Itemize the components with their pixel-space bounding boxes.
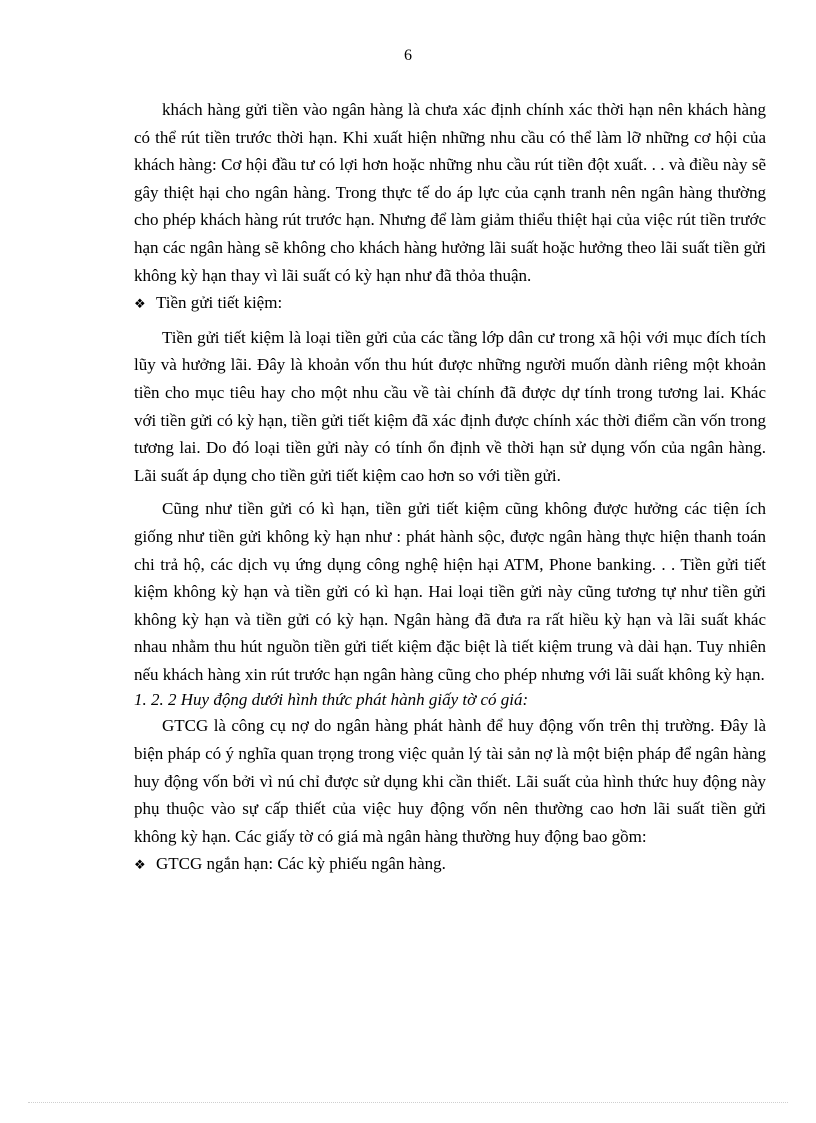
paragraph-savings-term: Cũng như tiền gửi có kì hạn, tiền gửi tiết kiệm cũng không được hưởng các tiện ích giống như tiền gửi không kỳ hạn như : phát hành sộc, được ngân hàng thực hiện thanh toán chi trả hộ, các dịch vụ ứng dụng công nghệ hiện hại ATM, Phone banking. . . Tiền gửi tiết kiệm không kỳ hạn và tiền gửi có kì hạn. Hai loại tiền gửi này cũng tương tự như tiền gửi không kỳ hạn và tiền gửi có kỳ hạn. Ngân hàng đã đưa ra rất hiều kỳ hạn và lãi suất khác nhau nhằm thu hút nguồn tiền gửi tiết kiệm đặc biệt là tiết kiệm trung và dài hạn. Tuy nhiên nếu khách hàng xin rút trước hạn ngân hàng cũng cho phép nhưng với lãi suất không kỳ hạn.: [134, 499, 766, 684]
document-body: [134, 96, 766, 879]
section-heading-1-2-2: 1. 2. 2 Huy động dưới hình thức phát hành giấy tờ có giá:: [134, 690, 529, 710]
bullet-short-term-gtcg: [134, 850, 766, 879]
bullet-savings-deposit-label: Tiền gửi tiết kiệm:: [156, 293, 283, 313]
page-number: 6: [404, 47, 412, 64]
bullet-short-term-gtcg-label: GTCG ngắn hạn: Các kỳ phiếu ngân hàng.: [156, 854, 446, 874]
four-petal-diamond-icon: ❖: [134, 296, 146, 312]
paragraph-term-deposit-withdrawal: khách hàng gửi tiền vào ngân hàng là chưa xác định chính xác thời hạn nên khách hàng có thể rút tiền trước thời hạn. Khi xuất hiện những nhu cầu có thể làm lỡ những cơ hội của khách hàng: Cơ hội đầu tư có lợi hơn hoặc những nhu cầu rút tiền đột xuất. . . và điều này sẽ gây thiệt hại cho ngân hàng. Trong thực tế do áp lực của cạnh tranh nên ngân hàng thường cho phép khách hàng rút trước hạn. Nhưng để làm giảm thiểu thiệt hại của việc rút tiền trước hạn các ngân hàng sẽ không cho khách hàng hưởng lãi suất hoặc hưởng theo lãi suất tiền gửi không kỳ hạn thay vì lãi suất có kỳ hạn như đã thỏa thuận.: [134, 100, 766, 285]
bullet-savings-deposit: [134, 289, 766, 318]
footer-divider: [28, 1102, 788, 1103]
paragraph-gtcg: GTCG là công cụ nợ do ngân hàng phát hành để huy động vốn trên thị trường. Đây là biện pháp có ý nghĩa quan trọng trong việc quản lý tài sản nợ là một biện pháp để ngân hàng huy động vốn bởi vì nú chỉ được sử dụng khi cần thiết. Lãi suất của hình thức huy động này phụ thuộc vào sự cấp thiết của việc huy động vốn nên thường cao hơn lãi suất tiền gửi không kỳ hạn. Các giấy tờ có giá mà ngân hàng thường huy động bao gồm:: [134, 716, 766, 846]
four-petal-diamond-icon: ❖: [134, 857, 146, 873]
paragraph-savings-deposit: Tiền gửi tiết kiệm là loại tiền gửi của các tầng lớp dân cư trong xã hội với mục đích tích lũy và hưởng lãi. Đây là khoản vốn thu hút được những người muốn dành riêng một khoản tiền cho mục tiêu hay cho một nhu cầu về tài chính đã được dự tính trong tương lai. Khác với tiền gửi có kỳ hạn, tiền gửi tiết kiệm đã xác định được chính xác thời điểm cần vốn trong tương lai. Do đó loại tiền gửi này có tính ổn định về thời hạn sử dụng vốn của ngân hàng. Lãi suất áp dụng cho tiền gửi tiết kiệm cao hơn so với tiền gửi.: [134, 327, 766, 485]
